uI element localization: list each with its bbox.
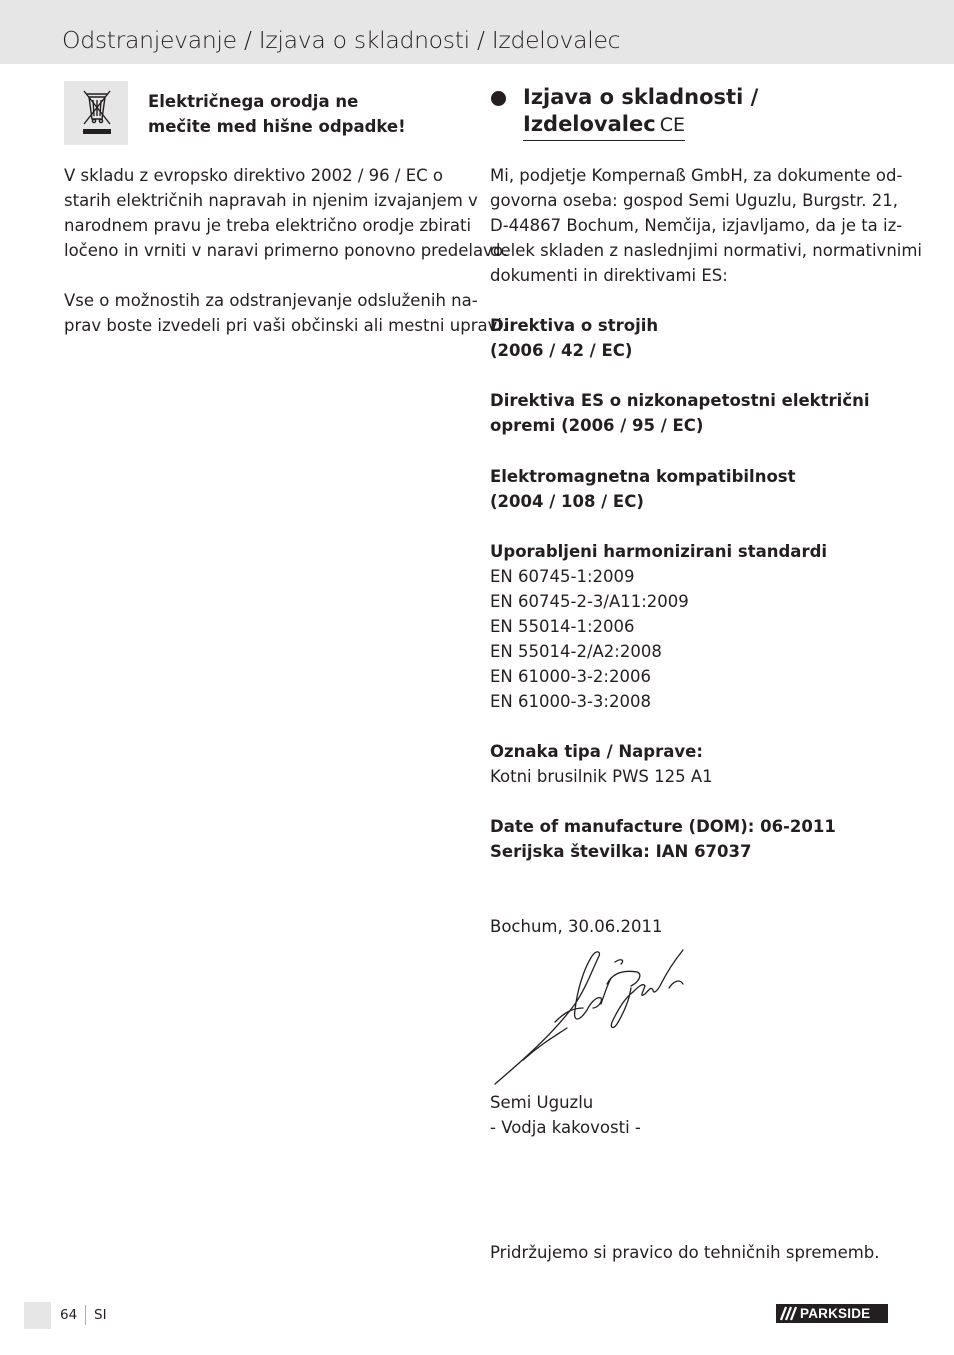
standards-title: Uporabljeni harmonizirani standardi: [490, 542, 828, 561]
text-line: ločeno in vrniti v naravi primerno ponovno predelavo.: [64, 241, 508, 260]
text-line: opremi (2006 / 95 / EC): [490, 416, 704, 435]
manufacture-info: [490, 814, 890, 864]
ce-mark-icon: CE: [659, 114, 685, 136]
type-designation: [490, 739, 890, 789]
type-title: Oznaka tipa / Naprave:: [490, 742, 703, 761]
brand-stripes-icon: [780, 1306, 798, 1321]
weee-directive-paragraph: [64, 163, 508, 263]
text-line: Mi, podjetje Kompernaß GmbH, za dokumente od-: [490, 166, 903, 185]
disposal-warning: [148, 89, 406, 139]
heading-text: Izdelovalec: [523, 112, 656, 136]
text-line: prav boste izvedeli pri vaši občinski ali mestni upravi.: [64, 316, 508, 335]
brand-name: PARKSIDE: [800, 1306, 871, 1321]
standard-item: EN 61000-3-2:2006: [490, 667, 651, 686]
signature-image: [493, 948, 693, 1092]
text-line: delek skladen z naslednjimi normativi, normativnimi: [490, 241, 923, 260]
text-line: (2006 / 42 / EC): [490, 341, 633, 360]
text-line: Vse o možnostih za odstranjevanje odsluženih na-: [64, 291, 478, 310]
text-line: (2004 / 108 / EC): [490, 492, 644, 511]
low-voltage-directive: [490, 388, 890, 438]
date-of-manufacture: Date of manufacture (DOM): 06-2011: [490, 817, 836, 836]
signer-name: Semi Uguzlu: [490, 1093, 594, 1112]
section-heading: [523, 84, 758, 141]
emc-directive: [490, 464, 890, 514]
standard-item: EN 60745-2-3/A11:2009: [490, 592, 689, 611]
serial-number: Serijska številka: IAN 67037: [490, 842, 752, 861]
place-date: [490, 914, 890, 939]
declaration-intro: [490, 163, 923, 288]
bullet-icon: [491, 91, 506, 106]
crossed-out-wheelie-bin-icon: [64, 81, 128, 145]
heading-line: Izjava o skladnosti /: [523, 85, 759, 109]
text-line: govorna oseba: gospod Semi Uguzlu, Burgstr. 21,: [490, 191, 898, 210]
text-line: Direktiva o strojih: [490, 316, 659, 335]
place-date-text: Bochum, 30.06.2011: [490, 917, 663, 936]
weee-symbol-box: [64, 81, 128, 145]
standard-item: EN 61000-3-3:2008: [490, 692, 651, 711]
warning-line: Električnega orodja ne: [148, 92, 359, 111]
page-number: 64: [60, 1307, 78, 1323]
standard-item: EN 55014-1:2006: [490, 617, 635, 636]
heading-line: [523, 111, 685, 141]
standard-item: EN 60745-1:2009: [490, 567, 635, 586]
machinery-directive: [490, 313, 890, 363]
type-value: Kotni brusilnik PWS 125 A1: [490, 767, 713, 786]
text-line: dokumenti in direktivami ES:: [490, 266, 728, 285]
disposal-info-paragraph: [64, 288, 508, 338]
standard-item: EN 55014-2/A2:2008: [490, 642, 662, 661]
brand-logo: [776, 1304, 888, 1323]
harmonized-standards: [490, 539, 890, 714]
text-line: narodnem pravu je treba električno orodje zbirati: [64, 216, 472, 235]
language-code: SI: [94, 1307, 107, 1323]
signer-block: [490, 1090, 890, 1140]
page-title: Odstranjevanje / Izjava o skladnosti / Izdelovalec: [62, 26, 621, 54]
text-line: V skladu z evropsko direktivo 2002 / 96 / EC o: [64, 166, 443, 185]
footer-box: [24, 1302, 51, 1329]
text-line: Direktiva ES o nizkonapetostni električni: [490, 391, 870, 410]
text-line: Elektromagnetna kompatibilnost: [490, 467, 796, 486]
text-line: starih električnih napravah in njenim izvajanjem v: [64, 191, 478, 210]
technical-changes-note: [490, 1240, 890, 1265]
text-line: Pridržujemo si pravico do tehničnih sprememb.: [490, 1243, 880, 1262]
signer-role: - Vodja kakovosti -: [490, 1118, 641, 1137]
warning-line: mečite med hišne odpadke!: [148, 117, 406, 136]
footer-divider: [85, 1305, 86, 1325]
text-line: D-44867 Bochum, Nemčija, izjavljamo, da je ta iz-: [490, 216, 903, 235]
